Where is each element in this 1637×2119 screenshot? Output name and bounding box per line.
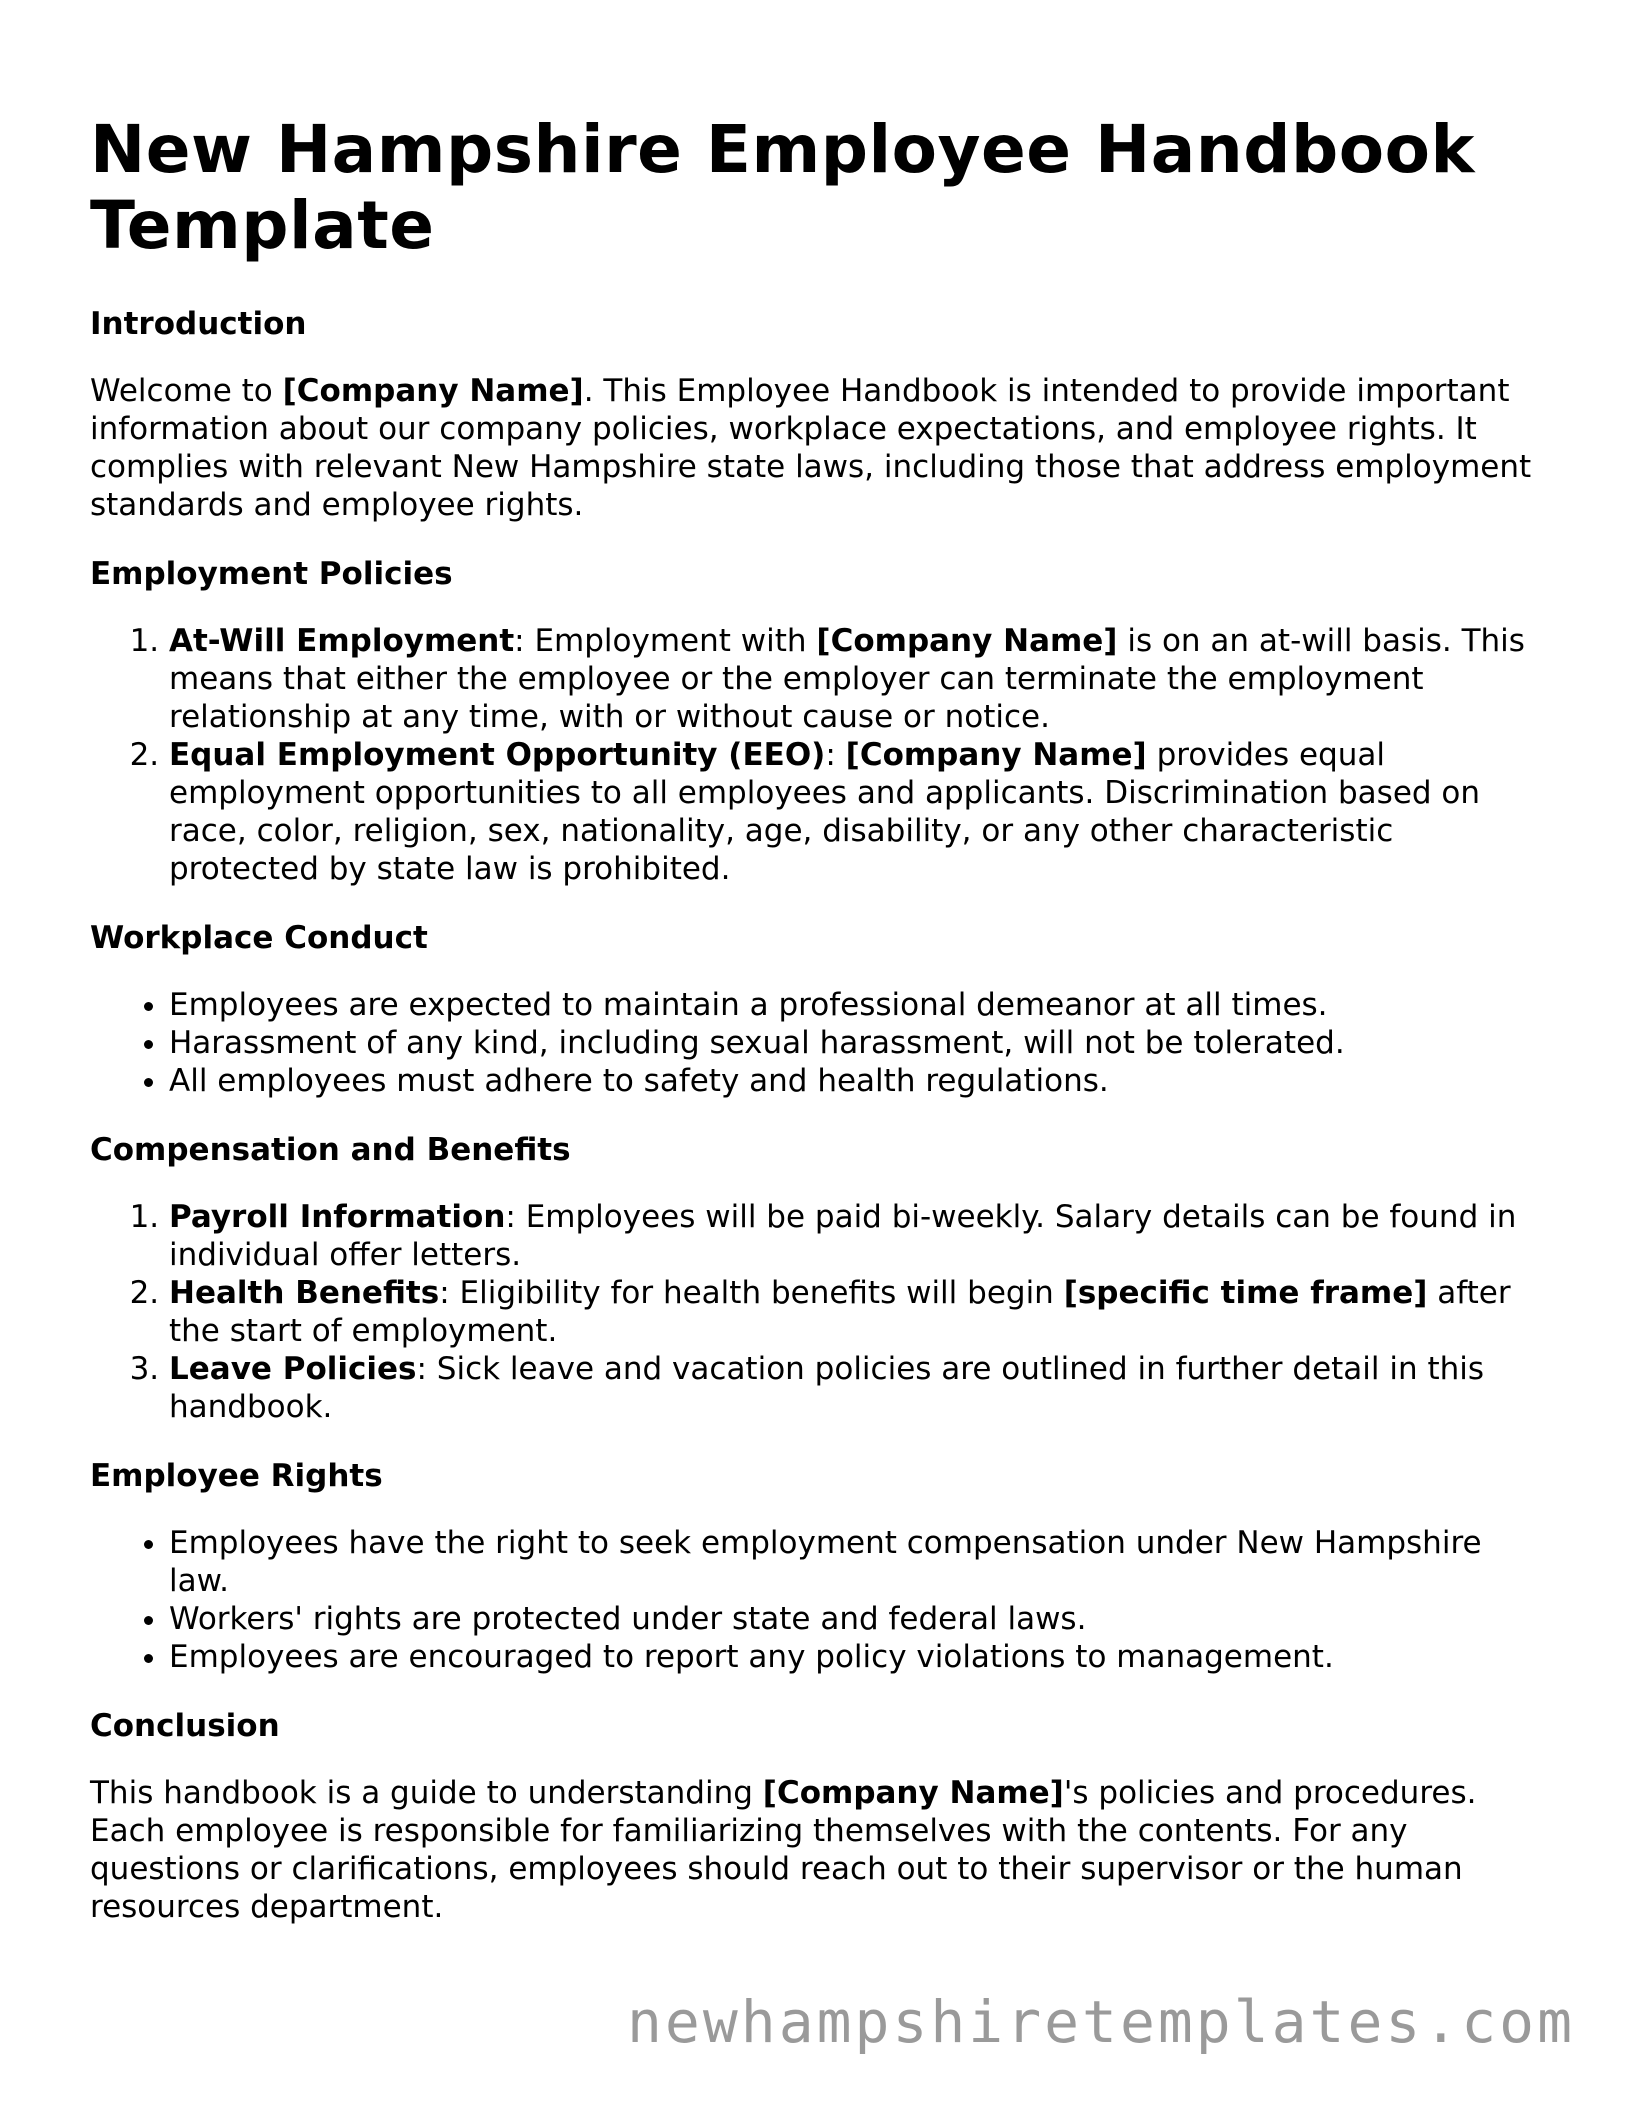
list-item: 1. At-Will Employment: Employment with [Company Name] is on an at-will basis. This means that either the employee or the employer can terminate the employment relationship at any time, with or without cause or notice. xyxy=(169,622,1550,736)
time-frame-placeholder: [specific time frame] xyxy=(1063,1275,1428,1311)
conclusion-paragraph: This handbook is a guide to understanding [Company Name]'s policies and procedures. Each employee is responsible for familiarizing themselves with the contents. For any questions or clarifications, employees should reach out to their supervisor or the human resources department. xyxy=(90,1775,1477,1925)
employment-policies-list xyxy=(90,622,1550,888)
list-item: 2. Equal Employment Opportunity (EEO): [Company Name] provides equal employment opportunities to all employees and applicants. Discrimination based on race, color, religion, sex, nationality, age, disability, or any other characteristic protected by state law is prohibited. xyxy=(169,736,1550,888)
list-item: 3. Leave Policies: Sick leave and vacation policies are outlined in further detail in this handbook. xyxy=(169,1350,1550,1426)
list-item: • Employees are expected to maintain a professional demeanor at all times. xyxy=(169,986,1550,1024)
workplace-conduct-list xyxy=(90,986,1550,1100)
list-item: 2. Health Benefits: Eligibility for health benefits will begin [specific time frame] after the start of employment. xyxy=(169,1274,1550,1350)
introduction-heading: Introduction xyxy=(90,306,307,342)
compensation-heading: Compensation and Benefits xyxy=(90,1132,571,1168)
list-item: • Employees are encouraged to report any policy violations to management. xyxy=(169,1638,1550,1676)
company-name-placeholder: [Company Name] xyxy=(762,1775,1064,1811)
list-item: 1. Payroll Information: Employees will be paid bi-weekly. Salary details can be found in individual offer letters. xyxy=(169,1198,1550,1274)
document-title: New Hampshire Employee Handbook Template xyxy=(90,111,1475,264)
employee-rights-heading: Employee Rights xyxy=(90,1458,383,1494)
section-workplace-conduct xyxy=(90,918,1550,1100)
section-compensation xyxy=(90,1130,1550,1426)
document-page xyxy=(90,112,1550,1956)
list-item: • All employees must adhere to safety and health regulations. xyxy=(169,1062,1550,1100)
employment-policies-heading: Employment Policies xyxy=(90,556,453,592)
section-conclusion xyxy=(90,1706,1550,1926)
list-item: • Employees have the right to seek employment compensation under New Hampshire law. xyxy=(169,1524,1550,1600)
section-employee-rights xyxy=(90,1456,1550,1676)
employee-rights-list xyxy=(90,1524,1550,1676)
section-introduction xyxy=(90,304,1550,524)
workplace-conduct-heading: Workplace Conduct xyxy=(90,920,428,956)
conclusion-heading: Conclusion xyxy=(90,1708,280,1744)
company-name-placeholder: [Company Name] xyxy=(282,373,584,409)
section-employment-policies xyxy=(90,554,1550,888)
company-name-placeholder: [Company Name] xyxy=(845,737,1147,773)
list-item: • Workers' rights are protected under state and federal laws. xyxy=(169,1600,1550,1638)
site-watermark: newhampshiretemplates.com xyxy=(627,1988,1575,2056)
list-item: • Harassment of any kind, including sexual harassment, will not be tolerated. xyxy=(169,1024,1550,1062)
compensation-list xyxy=(90,1198,1550,1426)
company-name-placeholder: [Company Name] xyxy=(816,623,1118,659)
introduction-paragraph: Welcome to [Company Name]. This Employee Handbook is intended to provide important information about our company policies, workplace expectations, and employee rights. It complies with relevant New Hampshire state laws, including those that address employment standards and employee rights. xyxy=(90,373,1532,523)
